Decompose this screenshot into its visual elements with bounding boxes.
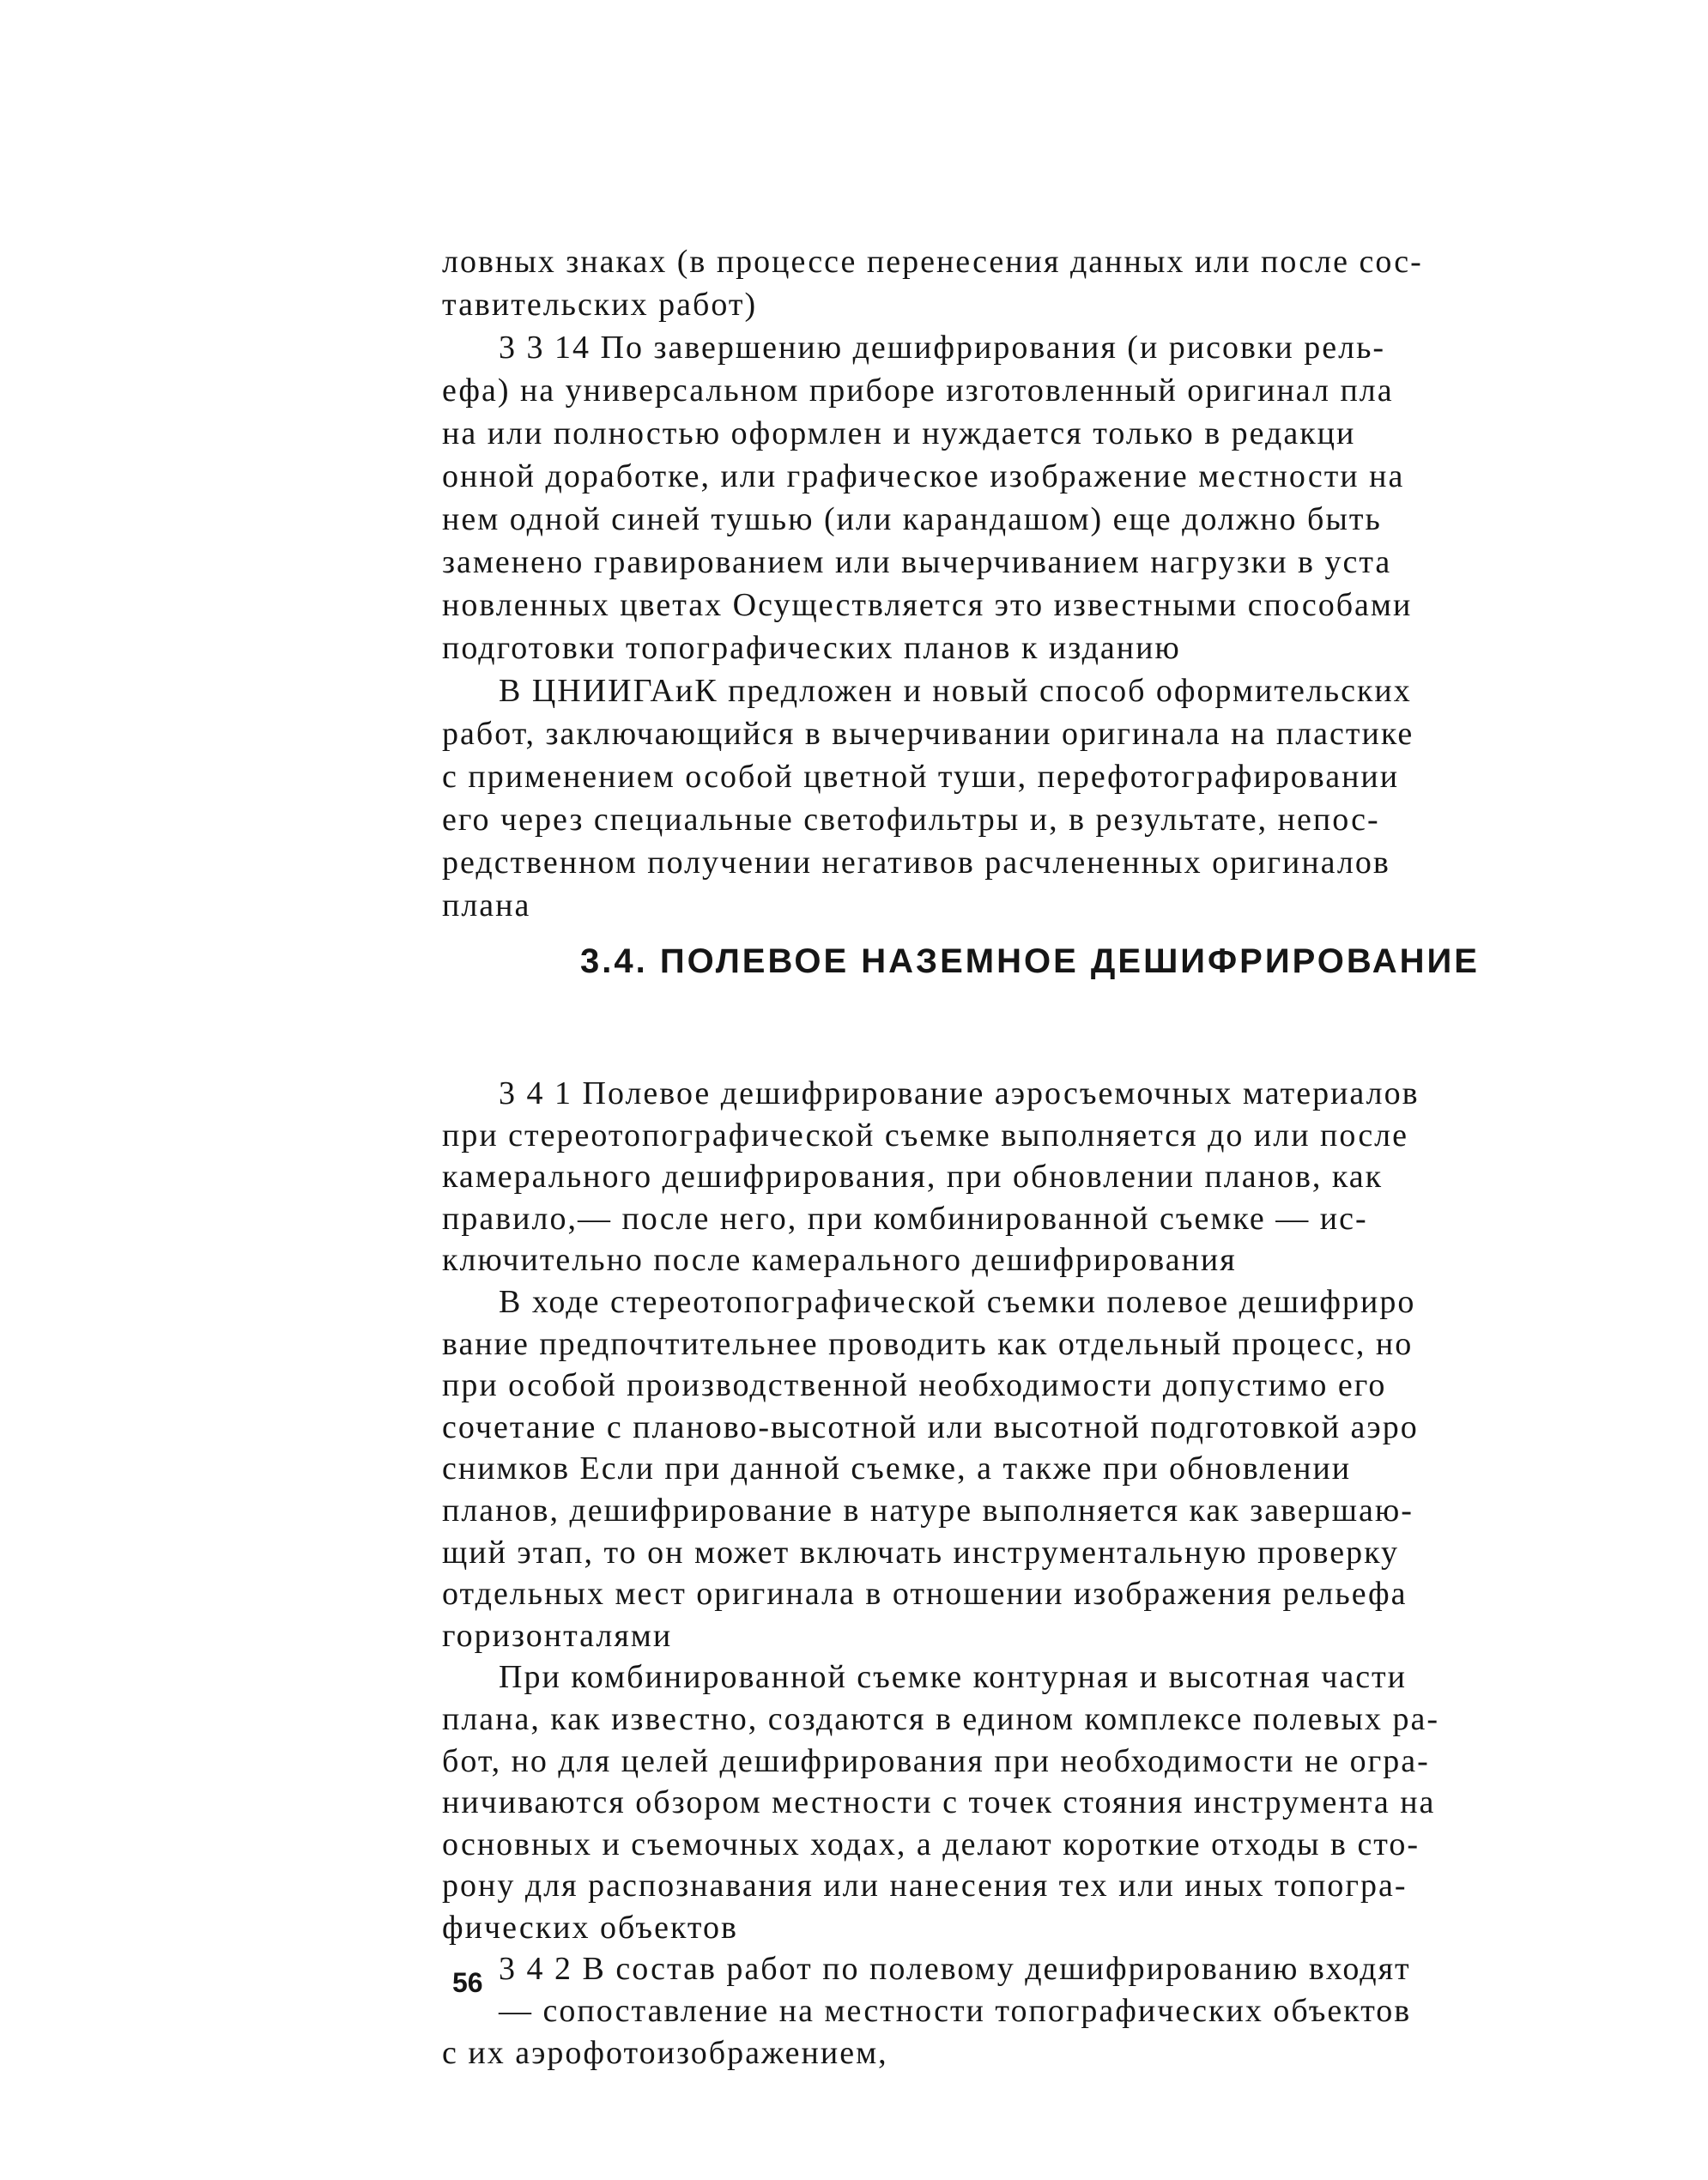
text-line: планов, дешифрирование в натуре выполняется как завершаю- (442, 1492, 1414, 1529)
text-line: ничиваются обзором местности с точек стояния инструмента на (442, 1784, 1436, 1821)
text-line: новленных цветах Осуществляется это известными способами (442, 587, 1413, 623)
paragraph-start-line: В ЦНИИГАиК предложен и новый способ оформительских (499, 673, 1412, 709)
text-line: ловных знаках (в процессе перенесения данных или после сос- (442, 244, 1423, 280)
text-line: сочетание с планово-высотной или высотной подготовкой аэро (442, 1408, 1419, 1445)
text-line: при особой производственной необходимости допустимо его (442, 1367, 1387, 1404)
text-section-two (442, 1073, 1549, 2074)
text-line: бот, но для целей дешифрирования при необходимости не огра- (442, 1742, 1430, 1779)
text-line: его через специальные светофильтры и, в результате, непос- (442, 802, 1380, 838)
text-line: подготовки топографических планов к изданию (442, 630, 1181, 666)
text-line: онной доработке, или графическое изображение местности на (442, 458, 1405, 494)
text-line: на или полностью оформлен и нуждается только в редакци (442, 415, 1356, 451)
text-line: правило,— после него, при комбинированной съемке — ис- (442, 1200, 1368, 1237)
text-line: основных и съемочных ходах, а делают короткие отходы в сто- (442, 1826, 1420, 1862)
text-line: щий этап, то он может включать инструментальную проверку (442, 1534, 1400, 1571)
page-number: 56 (452, 1967, 483, 1998)
text-line: отдельных мест оригинала в отношении изображения рельефа (442, 1576, 1408, 1613)
paragraph-start-line: 3 3 14 По завершению дешифрирования (и рисовки рель- (499, 330, 1386, 366)
text-line: плана (442, 887, 531, 923)
text-line: с применением особой цветной туши, перефотографировании (442, 759, 1400, 795)
text-line: рону для распознавания или нанесения тех или иных топогра- (442, 1868, 1408, 1904)
text-line: камерального дешифрирования, при обновлении планов, как (442, 1159, 1384, 1196)
text-line: ефа) на универсальном приборе изготовленный оригинал пла (442, 372, 1394, 409)
text-line: работ, заключающийся в вычерчивании оригинала на пластике (442, 716, 1414, 752)
section-heading: 3.4. ПОЛЕВОЕ НАЗЕМНОЕ ДЕШИФРИРОВАНИЕ (580, 942, 1480, 980)
paragraph-start-line: 3 4 1 Полевое дешифрирование аэросъемочных материалов (499, 1075, 1420, 1111)
text-line: редственном получении негативов расчлененных оригиналов (442, 845, 1390, 881)
text-line: при стереотопографической съемке выполняется до или после (442, 1117, 1409, 1154)
paragraph-start-line: При комбинированной съемке контурная и высотная части (499, 1659, 1408, 1696)
list-item-line: — сопоставление на местности топографических объектов (499, 1993, 1412, 2030)
text-line: фических объектов (442, 1909, 738, 1946)
text-line: плана, как известно, создаются в едином комплексе полевых ра- (442, 1700, 1439, 1737)
text-line: заменено гравированием или вычерчиванием нагрузки в уста (442, 544, 1392, 580)
text-line: горизонталями (442, 1617, 673, 1654)
text-line: тавительских работ) (442, 287, 758, 323)
paragraph-start-line: В ходе стереотопографической съемки полевое дешифриро (499, 1283, 1416, 1320)
text-line: снимков Если при данной съемке, а также при обновлении (442, 1450, 1352, 1487)
text-section-one (442, 240, 1549, 927)
text-line: вание предпочтительнее проводить как отдельный процесс, но (442, 1325, 1414, 1362)
text-line: с их аэрофотоизображением, (442, 2034, 888, 2071)
paragraph-start-line: 3 4 2 В состав работ по полевому дешифрированию входят (499, 1951, 1411, 1988)
text-line: ключительно после камерального дешифрирования (442, 1242, 1237, 1279)
text-line: нем одной синей тушью (или карандашом) еще должно быть (442, 501, 1382, 537)
